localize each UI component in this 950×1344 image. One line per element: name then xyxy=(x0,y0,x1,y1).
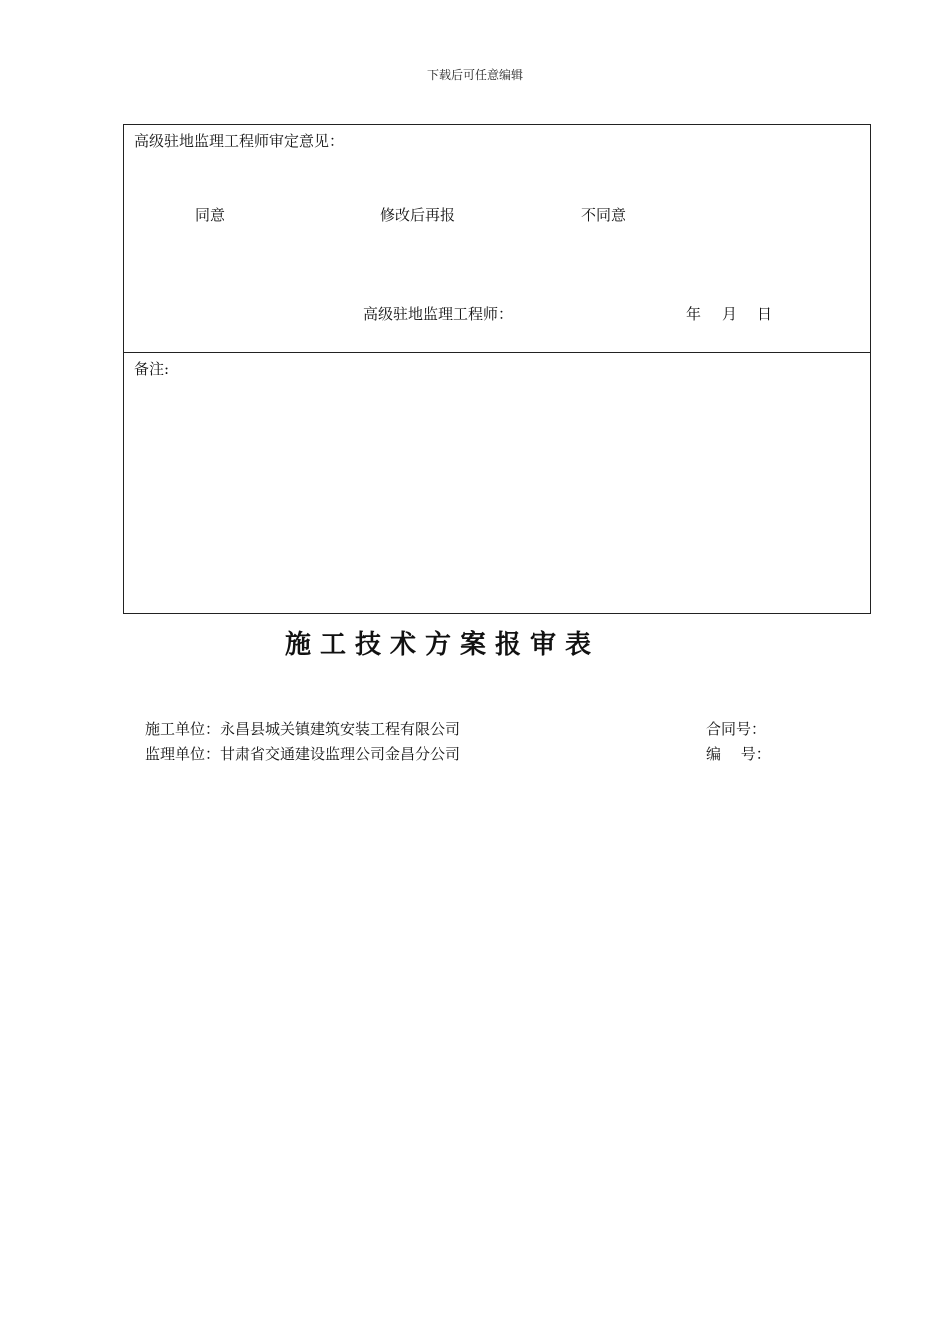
opinion-section xyxy=(124,125,870,353)
review-table xyxy=(123,124,871,614)
contract-number-label: 合同号： xyxy=(706,720,767,738)
construction-unit: 施工单位：永昌县城关镇建筑安装工程有限公司 xyxy=(145,720,461,738)
option-revise-resubmit: 修改后再报 xyxy=(380,206,456,224)
supervision-unit: 监理单位：甘肃省交通建设监理公司金昌分公司 xyxy=(145,745,461,763)
date-month: 月 xyxy=(722,305,738,323)
serial-number-label: 编 号： xyxy=(706,745,771,763)
header-note: 下载后可任意编辑 xyxy=(426,68,523,82)
option-disagree: 不同意 xyxy=(581,206,627,224)
remarks-label: 备注: xyxy=(134,360,170,378)
date-year: 年 xyxy=(686,305,702,323)
opinion-heading: 高级驻地监理工程师审定意见： xyxy=(134,132,345,150)
option-agree: 同意 xyxy=(195,206,226,224)
signature-label: 高级驻地监理工程师： xyxy=(363,305,514,323)
remarks-section xyxy=(124,353,870,612)
form-title: 施工技术方案报审表 xyxy=(285,630,601,660)
date-day: 日 xyxy=(757,305,773,323)
